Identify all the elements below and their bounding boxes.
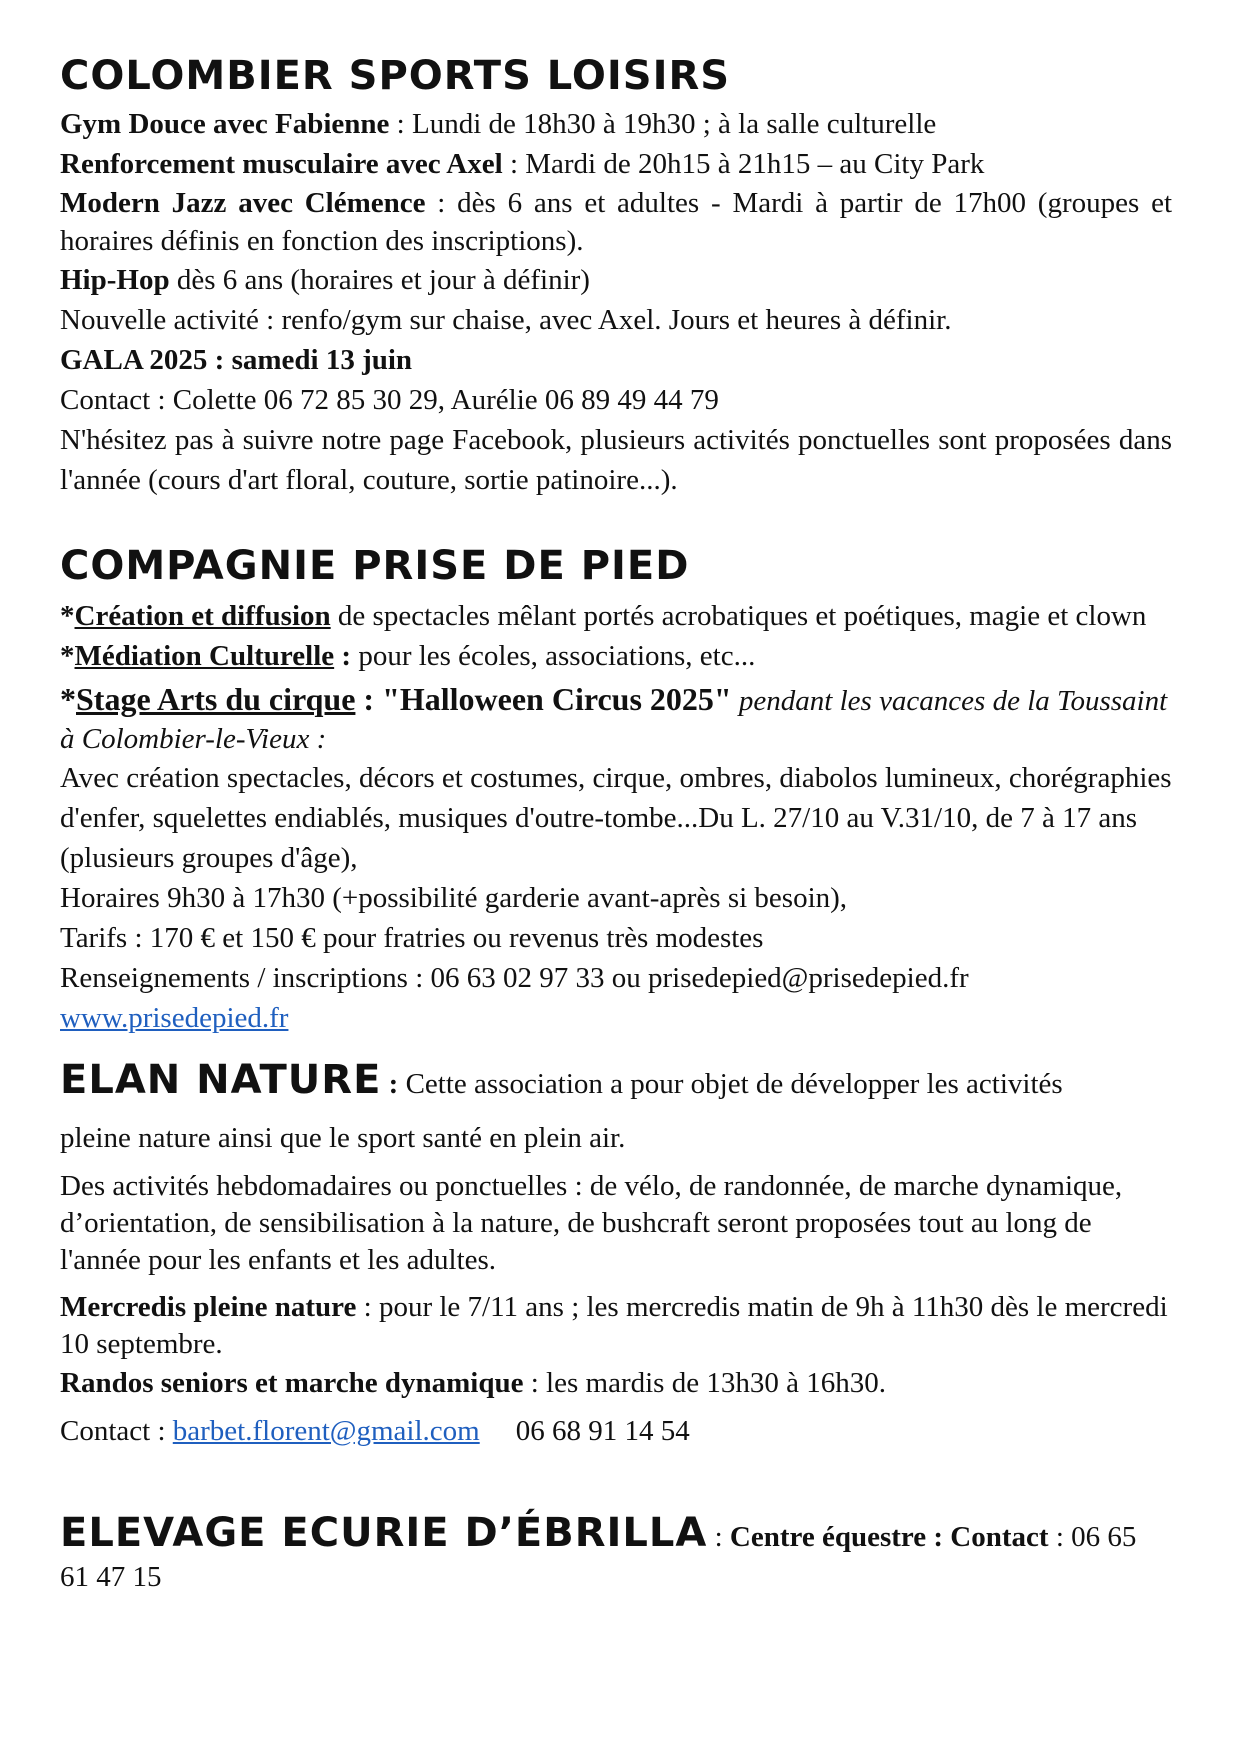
contact-label: Contact : bbox=[60, 1415, 173, 1447]
mediation-line bbox=[60, 636, 1172, 676]
activity-name: Renforcement musculaire avec Axel bbox=[60, 148, 503, 180]
creation-heading: Création et diffusion bbox=[74, 600, 331, 632]
modern-jazz-line bbox=[60, 184, 1172, 260]
section-colombier-sports-loisirs bbox=[60, 54, 1172, 500]
mercredis-line bbox=[60, 1289, 1172, 1363]
contact-line: Contact : Colette 06 72 85 30 29, Aurélie 06 89 49 44 79 bbox=[60, 384, 719, 416]
activity-name: Mercredis pleine nature bbox=[60, 1291, 357, 1323]
stage-heading: Stage Arts du cirque bbox=[76, 681, 356, 717]
renforcement-line bbox=[60, 144, 1172, 184]
activity-name: Randos seniors et marche dynamique bbox=[60, 1367, 524, 1399]
activity-details: dès 6 ans (horaires et jour à définir) bbox=[169, 264, 590, 296]
intro-text: Cette association a pour objet de développer les activités bbox=[398, 1068, 1063, 1100]
colon: : bbox=[381, 1068, 399, 1100]
contact-line bbox=[60, 1411, 1172, 1451]
gym-douce-line bbox=[60, 104, 1172, 144]
stage-title: : "Halloween Circus 2025" bbox=[355, 681, 732, 717]
colon: : bbox=[334, 640, 352, 672]
email-link[interactable]: barbet.florent@gmail.com bbox=[172, 1415, 480, 1447]
stage-period: pendant les vacances de la Toussaint à Colombier-le-Vieux : bbox=[60, 685, 1168, 755]
mediation-details: pour les écoles, associations, etc... bbox=[351, 640, 756, 672]
section-title: COMPAGNIE PRISE DE PIED bbox=[60, 543, 690, 589]
elan-intro-line-2: pleine nature ainsi que le sport santé en plein air. bbox=[60, 1122, 626, 1154]
section-compagnie-prise-de-pied bbox=[60, 544, 1172, 1038]
renseignements-line: Renseignements / inscriptions : 06 63 02 97 33 ou prisedepied@prisedepied.fr bbox=[60, 962, 969, 994]
mediation-heading: Médiation Culturelle bbox=[74, 640, 335, 672]
website-line bbox=[60, 998, 1172, 1038]
section-elevage-ecurie bbox=[60, 1511, 1172, 1597]
activity-details: : dès 6 ans et adultes - Mardi à partir de 17h00 (groupes et horaires définis en fonction des inscriptions). bbox=[60, 187, 1172, 257]
section-elan-nature bbox=[60, 1058, 1172, 1451]
nouvelle-activite-line: Nouvelle activité : renfo/gym sur chaise, avec Axel. Jours et heures à définir. bbox=[60, 304, 952, 336]
bullet-star: * bbox=[60, 640, 75, 672]
hip-hop-line bbox=[60, 260, 1172, 300]
tarifs-line: Tarifs : 170 € et 150 € pour fratries ou revenus très modestes bbox=[60, 922, 764, 954]
elan-intro-line bbox=[60, 1058, 1172, 1104]
activity-details: : Mardi de 20h15 à 21h15 – au City Park bbox=[502, 148, 985, 180]
centre-label: Centre équestre : Contact bbox=[729, 1521, 1049, 1553]
phone: 06 68 91 14 54 bbox=[515, 1415, 690, 1447]
horaires-line: Horaires 9h30 à 17h30 (+possibilité garderie avant-après si besoin), bbox=[60, 882, 848, 914]
stage-line bbox=[60, 680, 1172, 758]
stage-description: Avec création spectacles, décors et costumes, cirque, ombres, diabolos lumineux, chorégraphies d'enfer, squelettes endiablés, musiques d'outre-tombe...Du L. 27/10 au V.31/10, de 7 à 17 ans (plusieurs groupes d'âge), bbox=[60, 762, 1172, 874]
document-page bbox=[60, 54, 1172, 1597]
activity-name: Gym Douce avec Fabienne bbox=[60, 108, 390, 140]
creation-line bbox=[60, 596, 1172, 636]
section-title: ELAN NATURE bbox=[60, 1057, 382, 1103]
elevage-line bbox=[60, 1511, 1172, 1597]
randos-line bbox=[60, 1363, 1172, 1403]
activity-name: Modern Jazz avec Clémence bbox=[60, 187, 426, 219]
colon: : bbox=[707, 1521, 730, 1553]
gala-text: GALA 2025 : samedi 13 juin bbox=[60, 344, 413, 376]
gala-line bbox=[60, 340, 1172, 380]
activity-details: : Lundi de 18h30 à 19h30 ; à la salle culturelle bbox=[389, 108, 937, 140]
activites-paragraph: Des activités hebdomadaires ou ponctuelles : de vélo, de randonnée, de marche dynamique, d’orientation, de sensibilisation à la nature, de bushcraft seront proposées tout au long de l'année pour les enfants et les adultes. bbox=[60, 1170, 1123, 1276]
activity-details: : pour le 7/11 ans ; les mercredis matin de 9h à 11h30 dès le mercredi 10 septembre. bbox=[60, 1291, 1168, 1360]
facebook-line: N'hésitez pas à suivre notre page Facebook, plusieurs activités ponctuelles sont proposées dans l'année (cours d'art floral, couture, sortie patinoire...). bbox=[60, 424, 1172, 496]
bullet-star: * bbox=[60, 600, 75, 632]
section-title: COLOMBIER SPORTS LOISIRS bbox=[60, 53, 731, 99]
activity-details: : les mardis de 13h30 à 16h30. bbox=[523, 1367, 886, 1399]
section-title: ELEVAGE ECURIE D’ÉBRILLA bbox=[60, 1510, 708, 1556]
bullet-star: * bbox=[60, 681, 76, 717]
activity-name: Hip-Hop bbox=[60, 264, 170, 296]
phone: : 06 65 61 47 15 bbox=[60, 1521, 1137, 1593]
website-link[interactable]: www.prisedepied.fr bbox=[60, 1002, 289, 1034]
creation-details: de spectacles mêlant portés acrobatiques et poétiques, magie et clown bbox=[330, 600, 1147, 632]
